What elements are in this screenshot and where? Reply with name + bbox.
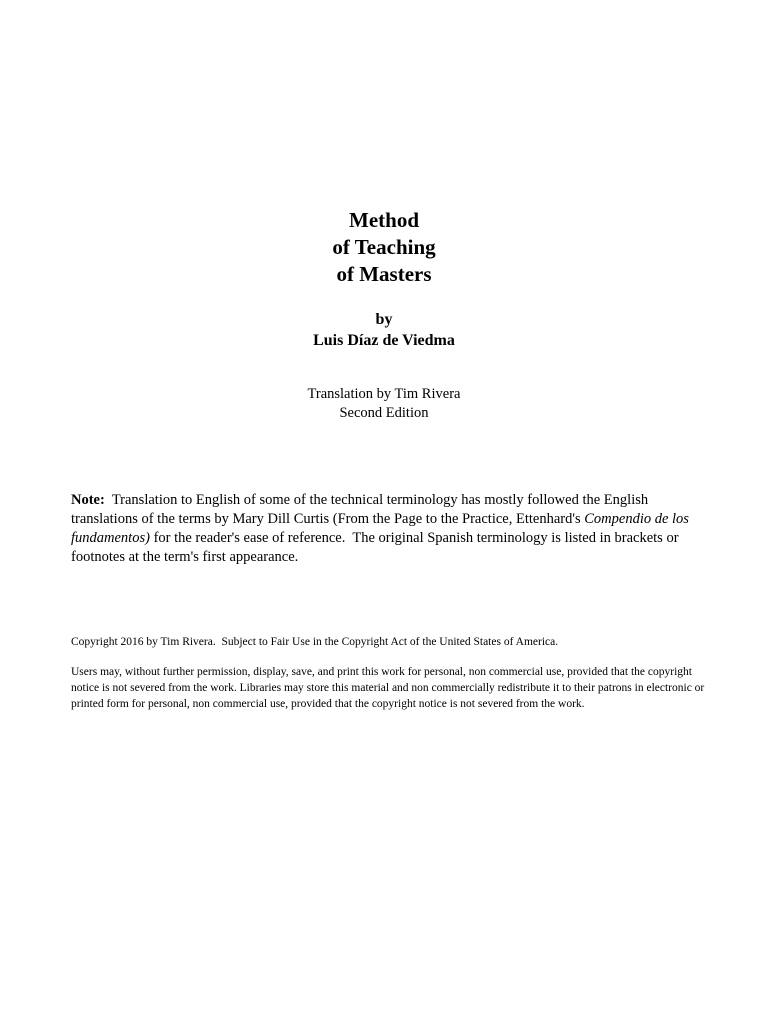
- title-line-3: of Masters: [336, 262, 432, 286]
- title-block: [0, 207, 768, 288]
- translator-credit: Translation by Tim Rivera: [307, 386, 461, 402]
- byline-by: by: [375, 311, 393, 328]
- note-label: Note:: [71, 492, 105, 508]
- byline-block: [0, 309, 768, 351]
- edition-label: Second Edition: [339, 405, 429, 421]
- copyright-notice: Copyright 2016 by Tim Rivera. Subject to Fair Use in the Copyright Act of the United States of America.: [71, 636, 559, 648]
- note-text-start: Translation to English of some of the technical terminology has mostly followed the English translations of the terms by Mary Dill Curtis (From the Page to the Practice, Ettenhard's: [71, 492, 652, 527]
- title-line-1: Method: [349, 208, 419, 232]
- translation-note: [71, 491, 711, 567]
- note-text-end: for the reader's ease of reference. The original Spanish terminology is listed in brackets or footnotes at the term's first appearance.: [71, 530, 683, 565]
- usage-terms: Users may, without further permission, display, save, and print this work for personal, non commercial use, provided that the copyright notice is not severed from the work. Libraries may store this material and non commercially redistribute it to their patrons in electronic or printed form for personal, non commercial use, provided that the copyright notice is not severed from the work.: [71, 666, 705, 710]
- translation-block: [0, 385, 768, 423]
- author-name: Luis Díaz de Viedma: [313, 332, 455, 349]
- title-line-2: of Teaching: [332, 235, 436, 259]
- note-italic-title: Compendio de los fundamentos): [71, 511, 689, 546]
